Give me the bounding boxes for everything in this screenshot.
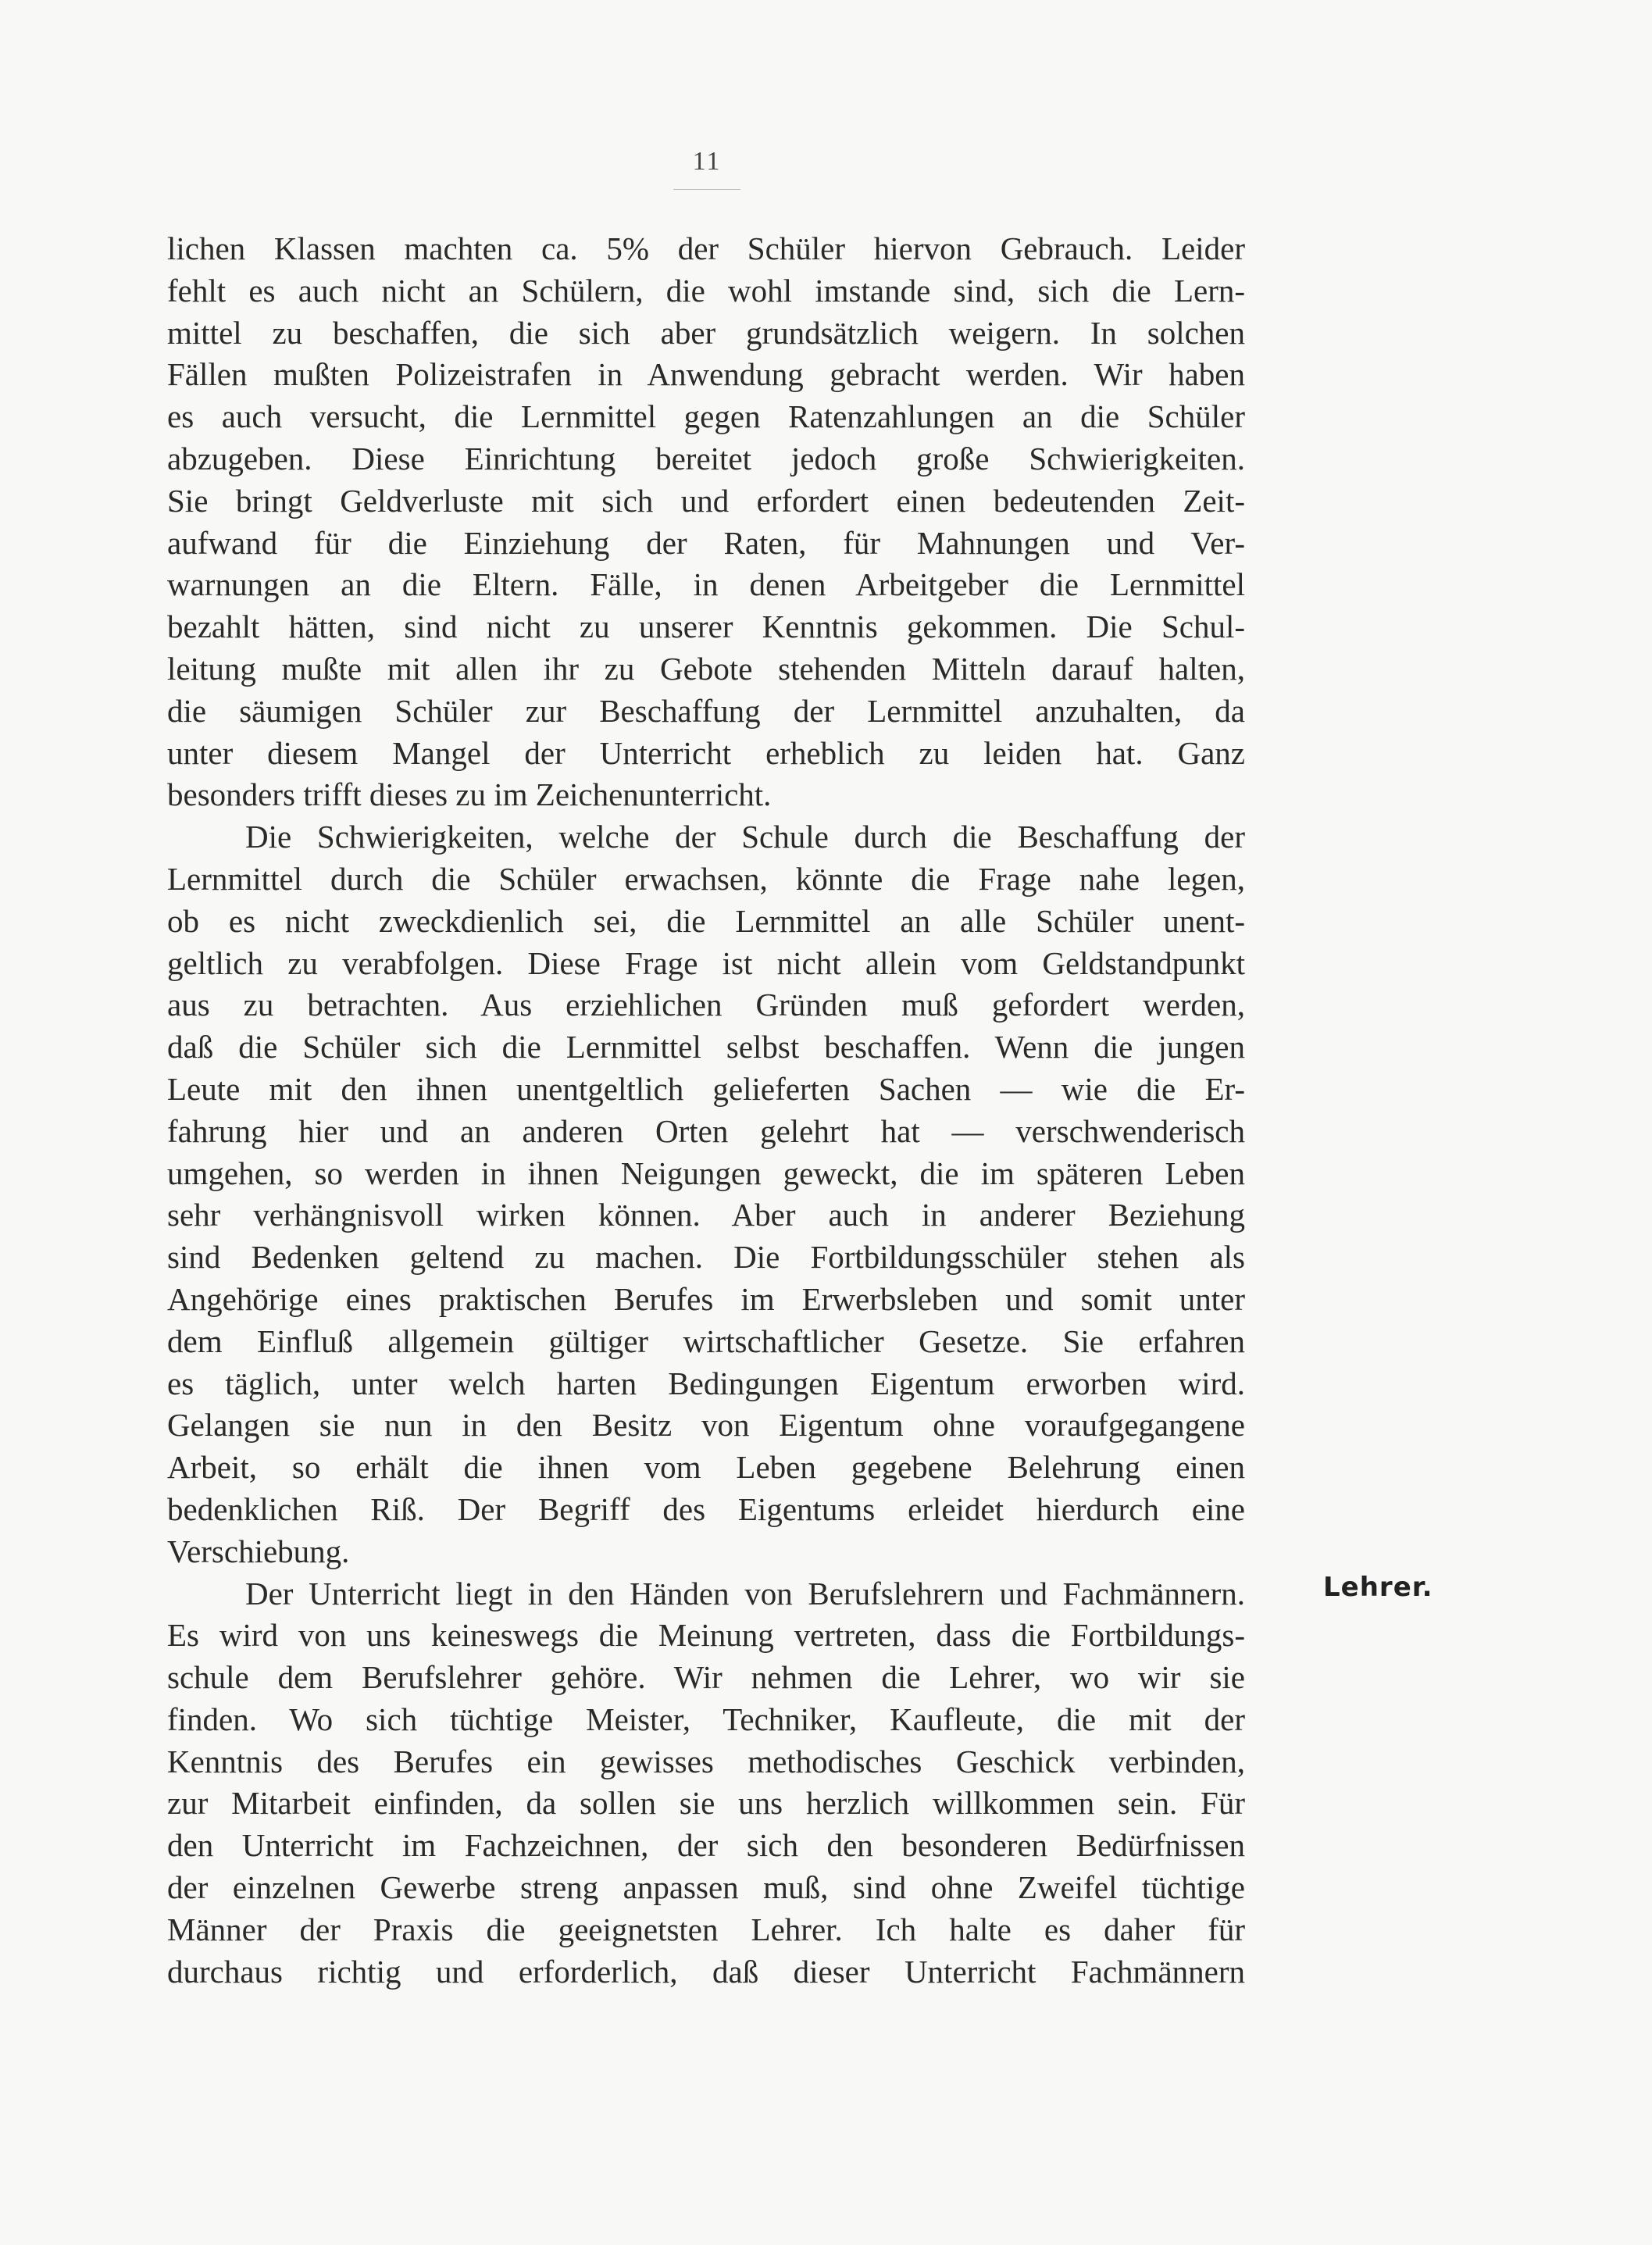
- text-line: schule dem Berufslehrer gehöre. Wir nehmen die Lehrer, wo wir sie: [167, 1659, 1245, 1696]
- text-line: Der Unterricht liegt in den Händen von Berufslehrern und Fachmännern.: [245, 1575, 1245, 1611]
- text-line: mittel zu beschaffen, die sich aber grundsätzlich weigern. In solchen: [167, 314, 1245, 351]
- text-line: es täglich, unter welch harten Bedingungen Eigentum erworben wird.: [167, 1365, 1245, 1401]
- text-line: Leute mit den ihnen unentgeltlich gelieferten Sachen — wie die Er-: [167, 1070, 1245, 1107]
- text-line: umgehen, so werden in ihnen Neigungen geweckt, die im späteren Leben: [167, 1155, 1245, 1191]
- text-line: Die Schwierigkeiten, welche der Schule durch die Beschaffung der: [245, 819, 1245, 855]
- text-line: fehlt es auch nicht an Schülern, die wohl imstande sind, sich die Lern-: [167, 272, 1245, 309]
- text-line: geltlich zu verabfolgen. Diese Frage ist nicht allein vom Geldstandpunkt: [167, 944, 1245, 981]
- text-line: Männer der Praxis die geeignetsten Lehrer. Ich halte es daher für: [167, 1911, 1245, 1947]
- text-line: unter diesem Mangel der Unterricht erheblich zu leiden hat. Ganz: [167, 734, 1245, 771]
- text-line: Lernmittel durch die Schüler erwachsen, könnte die Frage nahe legen,: [167, 860, 1245, 897]
- text-line: sehr verhängnisvoll wirken können. Aber auch in anderer Beziehung: [167, 1197, 1245, 1233]
- text-line: zur Mitarbeit einfinden, da sollen sie uns herzlich willkommen sein. Für: [167, 1785, 1245, 1822]
- text-line: den Unterricht im Fachzeichnen, der sich den besonderen Bedürfnissen: [167, 1827, 1245, 1864]
- text-line: Angehörige eines praktischen Berufes im Erwerbsleben und somit unter: [167, 1280, 1245, 1317]
- text-line: Gelangen sie nun in den Besitz von Eigentum ohne voraufgegangene: [167, 1407, 1245, 1444]
- page-number-rule: [673, 189, 740, 190]
- text-line: leitung mußte mit allen ihr zu Gebote stehenden Mitteln darauf halten,: [167, 650, 1245, 687]
- text-line: Es wird von uns keineswegs die Meinung vertreten, dass die Fortbildungs-: [167, 1617, 1245, 1654]
- text-line: es auch versucht, die Lernmittel gegen Ratenzahlungen an die Schüler: [167, 398, 1245, 435]
- text-line: abzugeben. Diese Einrichtung bereitet jedoch große Schwierigkeiten.: [167, 440, 1245, 476]
- text-line: dem Einfluß allgemein gültiger wirtschaftlicher Gesetze. Sie erfahren: [167, 1322, 1245, 1359]
- text-line: die säumigen Schüler zur Beschaffung der Lernmittel anzuhalten, da: [167, 692, 1245, 729]
- text-line: ob es nicht zweckdienlich sei, die Lernmittel an alle Schüler unent-: [167, 902, 1245, 939]
- text-line: finden. Wo sich tüchtige Meister, Techniker, Kaufleute, die mit der: [167, 1701, 1245, 1737]
- page-number: 11: [692, 147, 722, 176]
- text-line: warnungen an die Eltern. Fälle, in denen Arbeitgeber die Lernmittel: [167, 566, 1245, 603]
- text-line: Sie bringt Geldverluste mit sich und erfordert einen bedeutenden Zeit-: [167, 482, 1245, 519]
- text-line: aus zu betrachten. Aus erziehlichen Gründen muß gefordert werden,: [167, 987, 1245, 1023]
- text-line: Fällen mußten Polizeistrafen in Anwendung gebracht werden. Wir haben: [167, 356, 1245, 393]
- text-line: sind Bedenken geltend zu machen. Die Fortbildungsschüler stehen als: [167, 1239, 1245, 1276]
- text-line: Arbeit, so erhält die ihnen vom Leben gegebene Belehrung einen: [167, 1449, 1245, 1486]
- text-line: daß die Schüler sich die Lernmittel selbst beschaffen. Wenn die jungen: [167, 1029, 1245, 1065]
- text-line: Kenntnis des Berufes ein gewisses methodisches Geschick verbinden,: [167, 1743, 1245, 1779]
- text-line: durchaus richtig und erforderlich, daß dieser Unterricht Fachmännern: [167, 1953, 1245, 1990]
- text-line: aufwand für die Einziehung der Raten, für Mahnungen und Ver-: [167, 524, 1245, 561]
- margin-note: Lehrer.: [1323, 1572, 1433, 1603]
- text-line: fahrung hier und an anderen Orten gelehrt hat — verschwenderisch: [167, 1112, 1245, 1149]
- text-line: der einzelnen Gewerbe streng anpassen muß, sind ohne Zweifel tüchtige: [167, 1869, 1245, 1906]
- text-line: bedenklichen Riß. Der Begriff des Eigentums erleidet hierdurch eine: [167, 1490, 1245, 1527]
- text-line: lichen Klassen machten ca. 5% der Schüler hiervon Gebrauch. Leider: [167, 230, 1245, 266]
- text-line: Verschiebung.: [167, 1533, 350, 1569]
- body-text: [167, 228, 1245, 1993]
- text-line: besonders trifft dieses zu im Zeichenunterricht.: [167, 776, 772, 813]
- text-line: bezahlt hätten, sind nicht zu unserer Kenntnis gekommen. Die Schul-: [167, 609, 1245, 645]
